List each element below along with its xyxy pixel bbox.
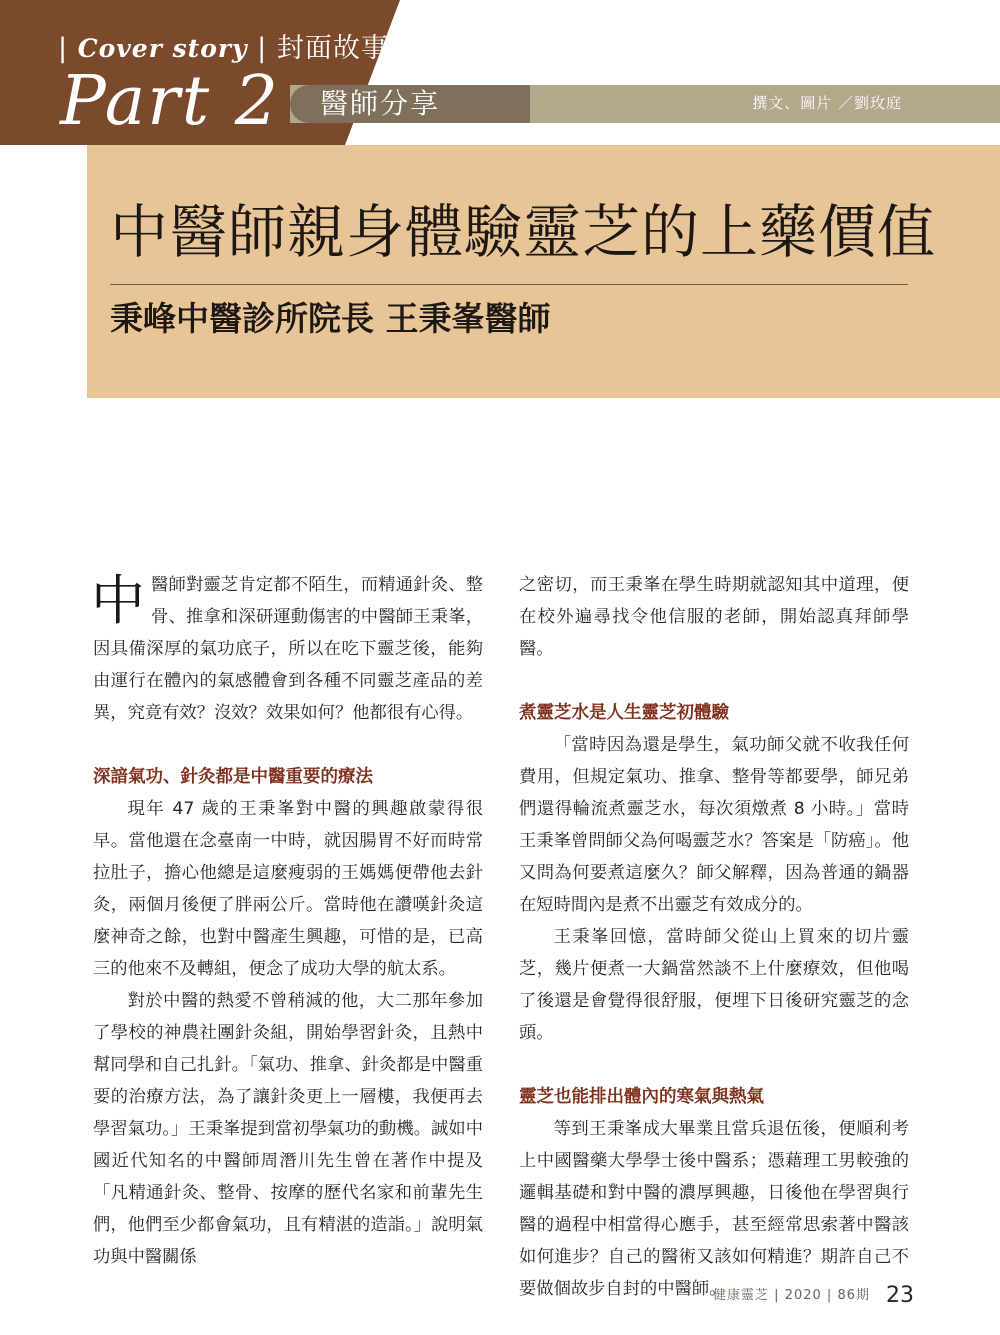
issue-year: 2020	[784, 1288, 822, 1303]
cover-story-en: Cover story	[77, 34, 248, 63]
right-column	[519, 569, 909, 1305]
intro-text: 醫師對靈芝肯定都不陌生，而精通針灸、整骨、推拿和深研運動傷害的中醫師王秉峯，因具備深厚的氣功底子，所以在吃下靈芝後，能夠由運行在體內的氣感體會到各種不同靈芝產品的差異，究竟有效？沒效？效果如何？他都很有心得。	[93, 575, 483, 723]
part-label: Part 2	[60, 62, 280, 141]
title-divider	[110, 284, 908, 285]
body-paragraph: 之密切，而王秉峯在學生時期就認知其中道理，便在校外遍尋找令他信服的老師，開始認真拜師學醫。	[519, 575, 909, 659]
section-heading: 靈芝也能排出體內的寒氣與熱氣	[519, 1087, 764, 1107]
intro-paragraph	[93, 569, 483, 729]
cover-story-label	[58, 26, 389, 65]
body-paragraph: 等到王秉峯成大畢業且當兵退伍後，便順利考上中國醫藥大學學士後中醫系；憑藉理工男較強的邏輯基礎和對中醫的濃厚興趣，日後他在學習與行醫的過程中相當得心應手，甚至經常思索著中醫該如何進步？自己的醫術又該如何精進？期許自己不要做個故步自封的中醫師。	[519, 1119, 909, 1299]
section-heading: 深諳氣功、針灸都是中醫重要的療法	[93, 767, 373, 787]
section-heading: 煮靈芝水是人生靈芝初體驗	[519, 703, 729, 723]
left-column	[93, 569, 483, 1273]
divider-bar: |	[58, 33, 78, 64]
drop-cap: 中	[91, 569, 145, 632]
issue-number: 86期	[837, 1288, 870, 1303]
byline: 撰文、圖片 ／劉玫庭	[752, 94, 902, 112]
body-paragraph: 對於中醫的熱愛不曾稍減的他，大二那年參加了學校的神農社團針灸組，開始學習針灸，且熱中幫同學和自己扎針。「氣功、推拿、針灸都是中醫重要的治療方法，為了讓針灸更上一層樓，我便再去學習氣功。」王秉峯提到當初學氣功的動機。誠如中國近代知名的中醫師周潛川先生曾在著作中提及「凡精通針灸、整骨、按摩的歷代名家和前輩先生們，他們至少都會氣功，且有精湛的造詣。」說明氣功與中醫關係	[93, 991, 483, 1267]
magazine-name: 健康靈芝	[713, 1288, 770, 1303]
page-number: 23	[886, 1283, 914, 1308]
title-box	[87, 145, 1000, 398]
article-title: 中醫師親身體驗靈芝的上藥價值	[110, 198, 937, 266]
footer-info: 健康靈芝 | 2020 | 86期	[713, 1288, 870, 1303]
section-label: 醫師分享	[320, 87, 441, 120]
body-paragraph: 王秉峯回憶，當時師父從山上買來的切片靈芝，幾片便煮一大鍋當然談不上什麼療效，但他喝了後還是會覺得很舒服，便埋下日後研究靈芝的念頭。	[519, 927, 909, 1043]
body-paragraph: 現年 47 歲的王秉峯對中醫的興趣啟蒙得很早。當他還在念臺南一中時，就因腸胃不好而時常拉肚子，擔心他總是這麼瘦弱的王媽媽便帶他去針灸，兩個月後便了胖兩公斤。當時他在讚嘆針灸這麼神奇之餘，也對中醫產生興趣，可惜的是，已高三的他來不及轉組，便念了成功大學的航太系。	[93, 799, 483, 979]
divider-bar: |	[247, 33, 277, 64]
cover-story-zh: 封面故事	[276, 33, 389, 64]
article-subtitle: 秉峰中醫診所院長 王秉峯醫師	[110, 299, 551, 338]
body-paragraph: 「當時因為還是學生，氣功師父就不收我任何費用，但規定氣功、推拿、整骨等都要學，師兄弟們還得輪流煮靈芝水，每次須燉煮 8 小時。」當時王秉峯曾問師父為何喝靈芝水？答案是「防癌」。他又問為何要煮這麼久？師父解釋，因為普通的鍋器在短時間內是煮不出靈芝有效成分的。	[519, 735, 909, 915]
